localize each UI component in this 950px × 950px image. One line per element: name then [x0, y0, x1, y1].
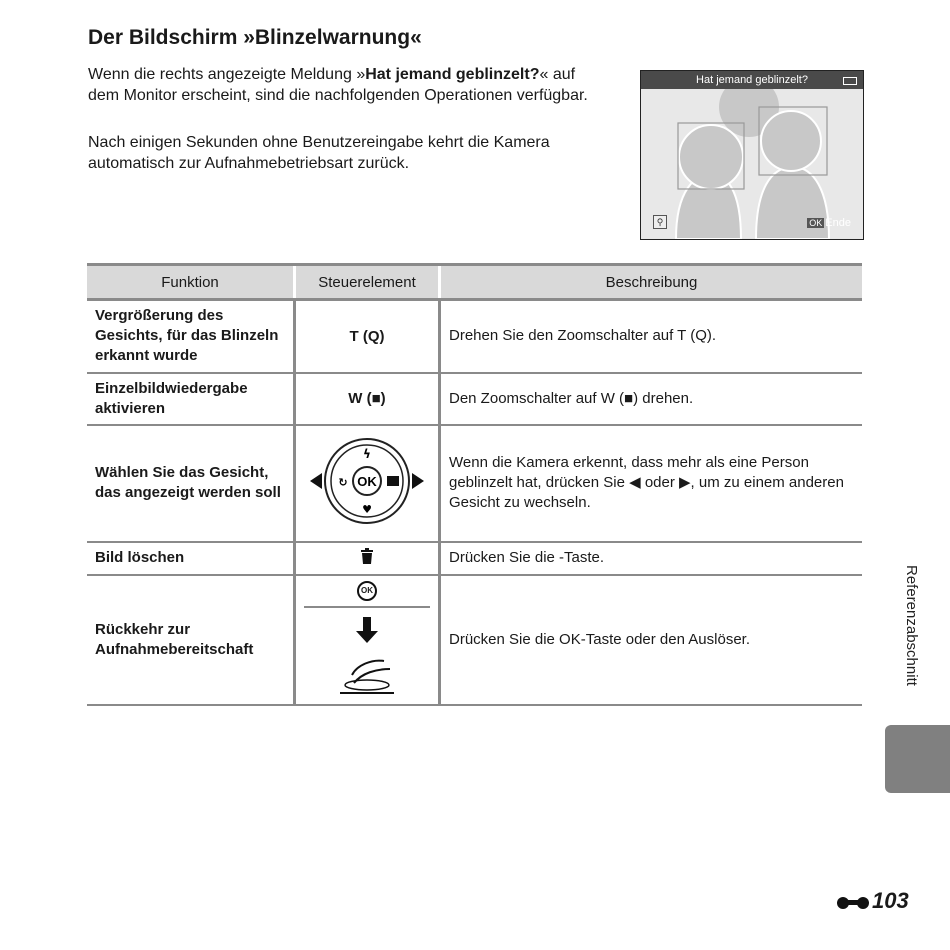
- intro-text-after: « auf dem Monitor erscheint, sind die nachfolgenden Operationen verfügbar.: [88, 66, 588, 104]
- table-row: [87, 575, 862, 705]
- row-control: [295, 575, 440, 705]
- ok-control: [304, 576, 430, 606]
- row-description: Drücken Sie die OK-Taste oder den Auslöser.: [440, 575, 863, 705]
- intro-paragraph-1: [88, 64, 608, 106]
- camera-screen-illustration: [640, 70, 864, 240]
- multi-selector-icon: [304, 431, 430, 531]
- shutter-control: [304, 606, 430, 704]
- page-number: [836, 888, 909, 914]
- function-table: [87, 263, 862, 706]
- svg-text:OK: OK: [357, 474, 377, 489]
- svg-text:↻: ↻: [338, 476, 348, 489]
- screen-ok-text: Ende: [825, 217, 851, 229]
- shutter-button-icon: [332, 613, 402, 699]
- screen-title: Hat jemand geblinzelt?: [696, 74, 808, 86]
- row-description: Wenn die Kamera erkennt, dass mehr als eine Person geblinzelt hat, drücken Sie ◀ oder ▶, um zu einem anderen Gesicht zu wechseln.: [440, 425, 863, 542]
- ok-button-icon: OK: [357, 581, 377, 601]
- page-title: Der Bildschirm »Blinzelwarnung«: [88, 26, 422, 49]
- page-number-text: 103: [872, 888, 909, 913]
- screen-title-bar: [641, 71, 863, 89]
- zoom-icon: ⚲: [653, 215, 667, 229]
- table-row: [87, 542, 862, 575]
- trash-icon: [360, 548, 374, 564]
- row-function: Bild löschen: [87, 542, 295, 575]
- row-control: T (Q): [295, 300, 440, 373]
- intro-paragraph-2: Nach einigen Sekunden ohne Benutzereingabe kehrt die Kamera automatisch zur Aufnahmebetriebsart zurück.: [88, 134, 550, 172]
- row-description: Drehen Sie den Zoomschalter auf T (Q).: [440, 300, 863, 373]
- svg-text:ϟ: ϟ: [363, 447, 371, 461]
- intro-text-before: Wenn die rechts angezeigte Meldung »: [88, 66, 366, 83]
- row-control: [295, 425, 440, 542]
- row-control: W (■): [295, 373, 440, 425]
- screen-ok-end: [807, 217, 851, 229]
- row-description: Den Zoomschalter auf W (■) drehen.: [440, 373, 863, 425]
- row-function: Vergrößerung des Gesichts, für das Blinzeln erkannt wurde: [87, 300, 295, 373]
- row-control: [295, 542, 440, 575]
- section-label: Referenzabschnitt: [903, 565, 920, 686]
- section-tab: [885, 725, 950, 793]
- intro-message-bold: Hat jemand geblinzelt?: [365, 66, 540, 83]
- table-row: [87, 373, 862, 425]
- svg-text:♥: ♥: [362, 503, 372, 516]
- header-description: Beschreibung: [440, 265, 863, 300]
- row-function: Rückkehr zur Aufnahmebereitschaft: [87, 575, 295, 705]
- ok-icon: OK: [809, 218, 823, 228]
- table-row: [87, 425, 862, 542]
- header-function: Funktion: [87, 265, 295, 300]
- row-function: Einzelbildwiedergabe aktivieren: [87, 373, 295, 425]
- row-function: Wählen Sie das Gesicht, das angezeigt werden soll: [87, 425, 295, 542]
- table-row: [87, 300, 862, 373]
- reference-binoculars-icon: [836, 894, 870, 910]
- table-header-row: [87, 265, 862, 300]
- battery-icon: [843, 77, 857, 85]
- header-control: Steuerelement: [295, 265, 440, 300]
- row-description: Drücken Sie die -Taste.: [440, 542, 863, 575]
